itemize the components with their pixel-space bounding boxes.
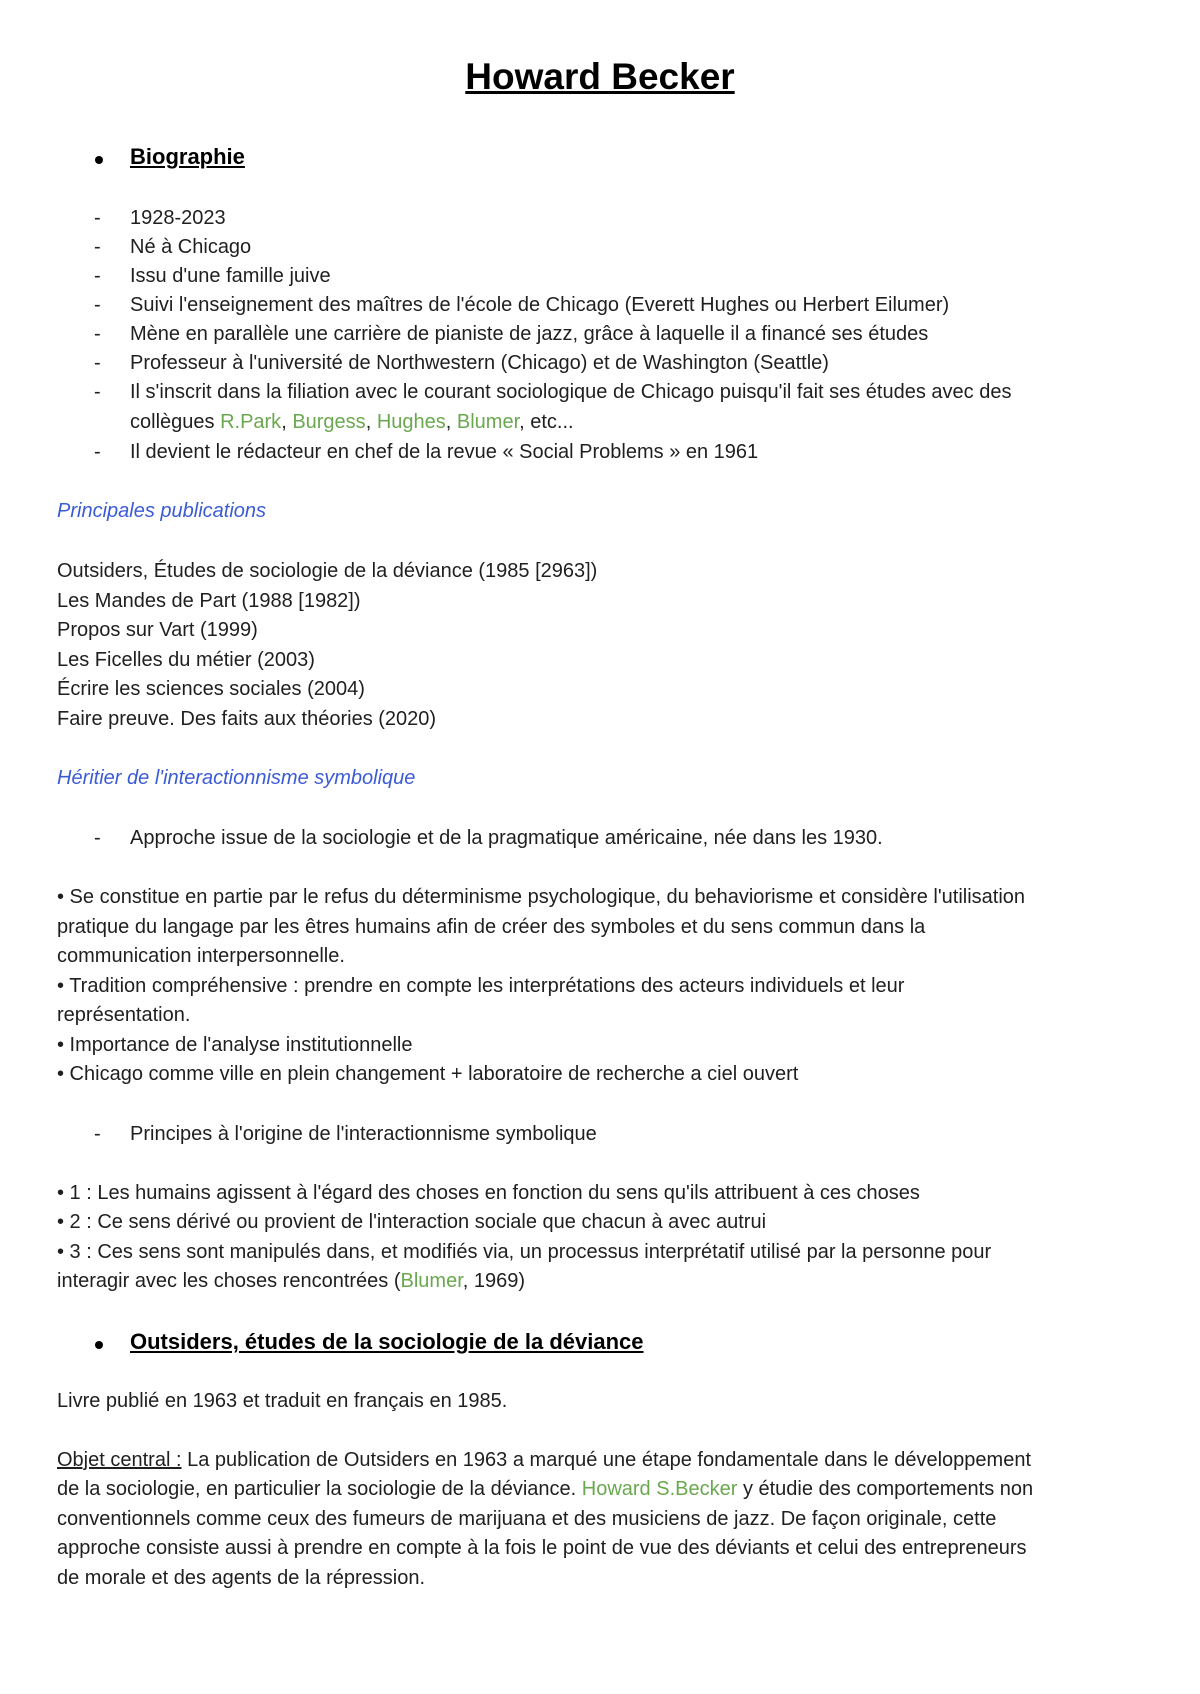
dash-marker: - <box>94 323 101 345</box>
dash-marker: - <box>94 381 101 403</box>
dash-marker: - <box>94 265 101 287</box>
heritier-bullet-line: • Chicago comme ville en plein changement + laboratoire de recherche a ciel ouvert <box>57 1063 799 1085</box>
bio-item: Mène en parallèle une carrière de pianiste de jazz, grâce à laquelle il a financé ses études <box>130 323 929 345</box>
heritier-bullet-line: communication interpersonnelle. <box>57 945 345 967</box>
bio-item-cont-prefix: collègues <box>130 411 221 433</box>
bio-item: Professeur à l'université de Northwestern (Chicago) et de Washington (Seattle) <box>130 352 829 374</box>
bullet-dot <box>95 156 103 164</box>
objet-central-label: Objet central : <box>57 1449 182 1471</box>
principle-cont-prefix: interagir avec les choses rencontrées ( <box>57 1270 401 1292</box>
objet-line-3: conventionnels comme ceux des fumeurs de marijuana et des musiciens de jazz. De façon originale, cette <box>57 1508 997 1530</box>
objet-text: de la sociologie, en particulier la sociologie de la déviance. <box>57 1478 582 1500</box>
heritier-bullet-line: pratique du langage par les êtres humains afin de créer des symboles et du sens commun dans la <box>57 916 926 938</box>
heritier-dash-item: Principes à l'origine de l'interactionnisme symbolique <box>130 1123 597 1145</box>
outsiders-intro: Livre publié en 1963 et traduit en français en 1985. <box>57 1390 508 1412</box>
separator: , <box>445 411 457 433</box>
subheading-publications: Principales publications <box>57 500 267 522</box>
dash-marker: - <box>94 352 101 374</box>
publication-item: Outsiders, Études de sociologie de la déviance (1985 [2963]) <box>57 560 598 582</box>
publication-item: Faire preuve. Des faits aux théories (2020) <box>57 708 437 730</box>
heritier-bullet-line: • Se constitue en partie par le refus du déterminisme psychologique, du behaviorisme et considère l'utilisation <box>57 886 1026 908</box>
person-link-becker[interactable]: Howard S.Becker <box>581 1478 738 1500</box>
bio-item-continuation <box>130 408 574 436</box>
publication-item: Les Mandes de Part (1988 [1982]) <box>57 590 361 612</box>
person-link-hughes[interactable]: Hughes <box>376 411 446 433</box>
objet-text: La publication de Outsiders en 1963 a marqué une étape fondamentale dans le développement <box>181 1449 1032 1471</box>
principle-line: • 1 : Les humains agissent à l'égard des choses en fonction du sens qu'ils attribuent à ces choses <box>57 1182 920 1204</box>
person-link-park[interactable]: R.Park <box>220 411 282 433</box>
subheading-heritier: Héritier de l'interactionnisme symbolique <box>57 767 416 789</box>
person-link-burgess[interactable]: Burgess <box>292 411 366 433</box>
objet-line-2 <box>57 1475 1033 1503</box>
dash-marker: - <box>94 294 101 316</box>
dash-marker: - <box>94 1123 101 1145</box>
heritier-bullet-line: • Tradition compréhensive : prendre en compte les interprétations des acteurs individuels et leur <box>57 975 905 997</box>
objet-text: y étudie des comportements non <box>737 1478 1034 1500</box>
objet-line-1 <box>57 1446 1031 1474</box>
bio-item: Suivi l'enseignement des maîtres de l'école de Chicago (Everett Hughes ou Herbert Eilumer) <box>130 294 950 316</box>
section-heading-outsiders: Outsiders, études de la sociologie de la déviance <box>130 1329 644 1354</box>
separator: , <box>281 411 293 433</box>
objet-line-5: de morale et des agents de la répression. <box>57 1567 425 1589</box>
dash-marker: - <box>94 236 101 258</box>
bullet-dot <box>95 1341 103 1349</box>
objet-line-4: approche consiste aussi à prendre en compte à la fois le point de vue des déviants et celui des entrepreneurs <box>57 1537 1027 1559</box>
bio-item: Issu d'une famille juive <box>130 265 331 287</box>
page-title: Howard Becker <box>465 56 735 97</box>
bio-item: 1928-2023 <box>130 207 226 229</box>
bio-item: Il devient le rédacteur en chef de la revue « Social Problems » en 1961 <box>130 441 759 463</box>
person-link-blumer-1969[interactable]: Blumer <box>400 1270 463 1292</box>
person-link-blumer[interactable]: Blumer <box>456 411 520 433</box>
section-heading-biographie: Biographie <box>130 144 245 169</box>
heritier-dash-item: Approche issue de la sociologie et de la pragmatique américaine, née dans les 1930. <box>130 827 883 849</box>
principle-line: • 2 : Ce sens dérivé ou provient de l'interaction sociale que chacun à avec autrui <box>57 1211 767 1233</box>
bio-item: Il s'inscrit dans la filiation avec le courant sociologique de Chicago puisqu'il fait ses études avec des <box>130 381 1012 403</box>
principle-cont-suffix: , 1969) <box>462 1270 526 1292</box>
heritier-bullet-line: représentation. <box>57 1004 191 1026</box>
publication-item: Écrire les sciences sociales (2004) <box>57 678 365 700</box>
dash-marker: - <box>94 207 101 229</box>
publication-item: Propos sur Vart (1999) <box>57 619 258 641</box>
heritier-bullet-line: • Importance de l'analyse institutionnelle <box>57 1034 413 1056</box>
separator: , <box>365 411 377 433</box>
publication-item: Les Ficelles du métier (2003) <box>57 649 315 671</box>
bio-item: Né à Chicago <box>130 236 252 258</box>
dash-marker: - <box>94 827 101 849</box>
dash-marker: - <box>94 441 101 463</box>
principle-continuation <box>57 1267 525 1295</box>
principle-line: • 3 : Ces sens sont manipulés dans, et modifiés via, un processus interprétatif utilisé par la personne pour <box>57 1241 992 1263</box>
bio-item-cont-suffix: , etc... <box>519 411 574 433</box>
